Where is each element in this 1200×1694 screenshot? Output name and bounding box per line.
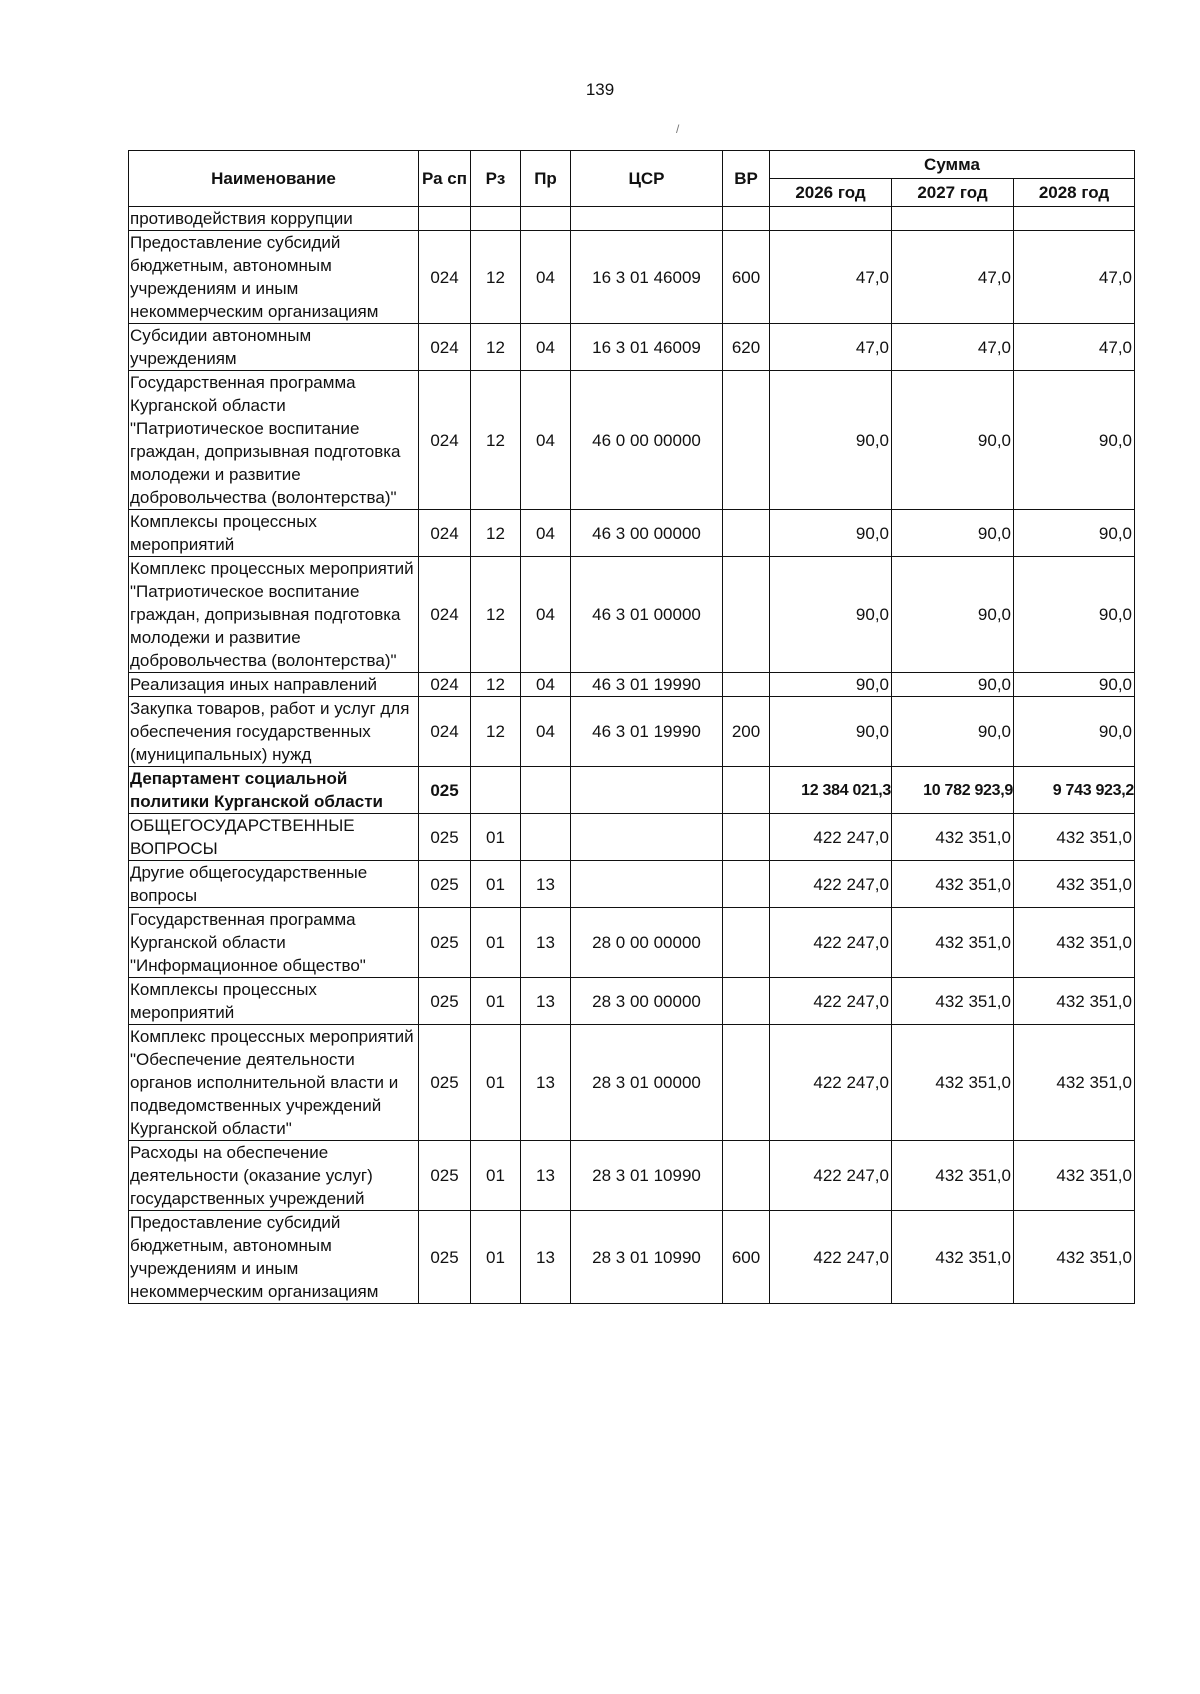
cell-rz: 12	[471, 324, 521, 371]
cell-amount-2028	[1014, 207, 1135, 231]
cell-vr	[723, 767, 770, 814]
cell-vr	[723, 557, 770, 673]
cell-amount-2028: 90,0	[1014, 510, 1135, 557]
cell-rz: 01	[471, 861, 521, 908]
cell-pr: 13	[521, 1025, 571, 1141]
cell-rz	[471, 767, 521, 814]
cell-name: Расходы на обеспечение деятельности (оказание услуг) государственных учреждений	[129, 1141, 419, 1211]
cell-amount-2028: 90,0	[1014, 557, 1135, 673]
cell-amount-2026: 422 247,0	[770, 1141, 892, 1211]
cell-name: Реализация иных направлений	[129, 673, 419, 697]
header-rz: Рз	[471, 151, 521, 207]
cell-csr	[571, 814, 723, 861]
header-year-2028: 2028 год	[1014, 179, 1135, 207]
cell-csr	[571, 207, 723, 231]
header-csr: ЦСР	[571, 151, 723, 207]
cell-amount-2027: 47,0	[892, 231, 1014, 324]
table-row	[129, 814, 1135, 861]
cell-pr: 13	[521, 908, 571, 978]
cell-amount-2026: 422 247,0	[770, 861, 892, 908]
budget-table	[128, 150, 1135, 1304]
cell-csr: 46 3 01 00000	[571, 557, 723, 673]
cell-vr	[723, 673, 770, 697]
cell-amount-2026: 90,0	[770, 510, 892, 557]
cell-pr	[521, 814, 571, 861]
cell-rasp: 025	[419, 767, 471, 814]
cell-rasp: 025	[419, 1025, 471, 1141]
cell-csr: 28 3 00 00000	[571, 978, 723, 1025]
cell-pr: 13	[521, 1211, 571, 1304]
cell-amount-2026: 90,0	[770, 557, 892, 673]
table-header	[129, 151, 1135, 207]
cell-amount-2026: 12 384 021,3	[770, 767, 892, 814]
cell-amount-2027: 10 782 923,9	[892, 767, 1014, 814]
header-name: Наименование	[129, 151, 419, 207]
cell-name: Государственная программа Курганской области "Информационное общество"	[129, 908, 419, 978]
cell-rz: 01	[471, 1025, 521, 1141]
cell-rasp: 025	[419, 1141, 471, 1211]
cell-csr: 28 3 01 00000	[571, 1025, 723, 1141]
header-vr: ВР	[723, 151, 770, 207]
table-row	[129, 371, 1135, 510]
cell-rasp: 024	[419, 673, 471, 697]
cell-rz: 12	[471, 557, 521, 673]
cell-csr	[571, 767, 723, 814]
cell-amount-2026: 90,0	[770, 673, 892, 697]
cell-csr: 28 0 00 00000	[571, 908, 723, 978]
cell-vr	[723, 978, 770, 1025]
cell-amount-2027: 47,0	[892, 324, 1014, 371]
cell-name: Департамент социальной политики Курганской области	[129, 767, 419, 814]
cell-rasp: 025	[419, 978, 471, 1025]
cell-amount-2026: 47,0	[770, 324, 892, 371]
table-row	[129, 557, 1135, 673]
cell-pr: 04	[521, 697, 571, 767]
table-row	[129, 1025, 1135, 1141]
cell-amount-2027: 90,0	[892, 371, 1014, 510]
cell-amount-2027: 432 351,0	[892, 1141, 1014, 1211]
table-row	[129, 978, 1135, 1025]
cell-vr	[723, 908, 770, 978]
cell-amount-2027: 90,0	[892, 697, 1014, 767]
cell-amount-2028: 432 351,0	[1014, 814, 1135, 861]
cell-csr: 46 0 00 00000	[571, 371, 723, 510]
cell-amount-2026: 422 247,0	[770, 1025, 892, 1141]
cell-rasp: 024	[419, 324, 471, 371]
cell-rz	[471, 207, 521, 231]
cell-rasp: 024	[419, 510, 471, 557]
cell-rz: 01	[471, 814, 521, 861]
table-row	[129, 324, 1135, 371]
cell-pr: 04	[521, 673, 571, 697]
cell-amount-2027: 432 351,0	[892, 814, 1014, 861]
cell-rz: 01	[471, 908, 521, 978]
cell-vr: 200	[723, 697, 770, 767]
cell-amount-2027: 432 351,0	[892, 978, 1014, 1025]
cell-amount-2028: 432 351,0	[1014, 1211, 1135, 1304]
cell-vr	[723, 371, 770, 510]
cell-csr: 16 3 01 46009	[571, 231, 723, 324]
cell-amount-2028: 90,0	[1014, 371, 1135, 510]
cell-rasp	[419, 207, 471, 231]
cell-vr	[723, 861, 770, 908]
cell-amount-2027: 432 351,0	[892, 1211, 1014, 1304]
cell-pr: 04	[521, 371, 571, 510]
cell-vr	[723, 207, 770, 231]
cell-amount-2028: 432 351,0	[1014, 978, 1135, 1025]
table-row	[129, 1141, 1135, 1211]
cell-pr: 04	[521, 231, 571, 324]
cell-vr	[723, 1025, 770, 1141]
cell-rasp: 025	[419, 861, 471, 908]
cell-pr	[521, 207, 571, 231]
cell-name: ОБЩЕГОСУДАРСТВЕННЫЕ ВОПРОСЫ	[129, 814, 419, 861]
page-number: 139	[585, 80, 615, 99]
cell-rz: 01	[471, 978, 521, 1025]
cell-rasp: 025	[419, 1211, 471, 1304]
cell-amount-2028: 432 351,0	[1014, 1141, 1135, 1211]
cell-name: Предоставление субсидий бюджетным, автономным учреждениям и иным некоммерческим организациям	[129, 1211, 419, 1304]
cell-rasp: 025	[419, 814, 471, 861]
cell-rasp: 024	[419, 697, 471, 767]
cell-pr: 04	[521, 324, 571, 371]
cell-pr: 13	[521, 1141, 571, 1211]
cell-name: Государственная программа Курганской области "Патриотическое воспитание граждан, допризывная подготовка молодежи и развитие добровольчества (волонтерства)"	[129, 371, 419, 510]
cell-name: Комплексы процессных мероприятий	[129, 978, 419, 1025]
cell-rasp: 024	[419, 557, 471, 673]
cell-csr: 28 3 01 10990	[571, 1141, 723, 1211]
cell-amount-2026	[770, 207, 892, 231]
scan-mark: /	[676, 122, 680, 136]
table-row	[129, 908, 1135, 978]
header-sum: Сумма	[770, 151, 1135, 179]
table-row	[129, 673, 1135, 697]
cell-name: Комплекс процессных мероприятий "Патриотическое воспитание граждан, допризывная подготовка молодежи и развитие добровольчества (волонтерства)"	[129, 557, 419, 673]
cell-amount-2028: 47,0	[1014, 324, 1135, 371]
cell-rz: 01	[471, 1141, 521, 1211]
cell-amount-2028: 432 351,0	[1014, 908, 1135, 978]
table-row	[129, 1211, 1135, 1304]
table-row	[129, 231, 1135, 324]
table-row	[129, 861, 1135, 908]
cell-pr	[521, 767, 571, 814]
cell-amount-2026: 422 247,0	[770, 1211, 892, 1304]
cell-rz: 12	[471, 510, 521, 557]
cell-vr	[723, 1141, 770, 1211]
cell-csr: 28 3 01 10990	[571, 1211, 723, 1304]
cell-csr: 46 3 01 19990	[571, 673, 723, 697]
cell-amount-2027: 432 351,0	[892, 908, 1014, 978]
cell-csr: 16 3 01 46009	[571, 324, 723, 371]
cell-amount-2027	[892, 207, 1014, 231]
table-body	[129, 207, 1135, 1304]
cell-csr: 46 3 01 19990	[571, 697, 723, 767]
cell-pr: 04	[521, 557, 571, 673]
cell-amount-2026: 422 247,0	[770, 814, 892, 861]
header-pr: Пр	[521, 151, 571, 207]
header-year-2027: 2027 год	[892, 179, 1014, 207]
cell-rz: 01	[471, 1211, 521, 1304]
header-year-2026: 2026 год	[770, 179, 892, 207]
cell-amount-2028: 47,0	[1014, 231, 1135, 324]
cell-vr: 620	[723, 324, 770, 371]
cell-amount-2027: 90,0	[892, 557, 1014, 673]
cell-amount-2028: 90,0	[1014, 697, 1135, 767]
cell-vr: 600	[723, 231, 770, 324]
cell-name: Комплекс процессных мероприятий "Обеспечение деятельности органов исполнительной власти и подведомственных учреждений Курганской области"	[129, 1025, 419, 1141]
table-row	[129, 697, 1135, 767]
table-row	[129, 767, 1135, 814]
cell-amount-2028: 432 351,0	[1014, 861, 1135, 908]
cell-amount-2027: 90,0	[892, 673, 1014, 697]
cell-name: Закупка товаров, работ и услуг для обеспечения государственных (муниципальных) нужд	[129, 697, 419, 767]
cell-name: Субсидии автономным учреждениям	[129, 324, 419, 371]
cell-pr: 04	[521, 510, 571, 557]
cell-csr: 46 3 00 00000	[571, 510, 723, 557]
cell-amount-2027: 90,0	[892, 510, 1014, 557]
header-rasp: Ра сп	[419, 151, 471, 207]
cell-amount-2026: 422 247,0	[770, 978, 892, 1025]
cell-amount-2028: 90,0	[1014, 673, 1135, 697]
cell-amount-2026: 47,0	[770, 231, 892, 324]
cell-name: Комплексы процессных мероприятий	[129, 510, 419, 557]
cell-amount-2026: 90,0	[770, 697, 892, 767]
cell-rz: 12	[471, 673, 521, 697]
cell-name: Предоставление субсидий бюджетным, автономным учреждениям и иным некоммерческим организациям	[129, 231, 419, 324]
cell-vr	[723, 814, 770, 861]
cell-name: Другие общегосударственные вопросы	[129, 861, 419, 908]
cell-rasp: 024	[419, 371, 471, 510]
cell-name: противодействия коррупции	[129, 207, 419, 231]
cell-rz: 12	[471, 371, 521, 510]
cell-rasp: 025	[419, 908, 471, 978]
cell-rz: 12	[471, 231, 521, 324]
cell-pr: 13	[521, 861, 571, 908]
cell-amount-2026: 90,0	[770, 371, 892, 510]
table-row	[129, 207, 1135, 231]
cell-csr	[571, 861, 723, 908]
cell-rz: 12	[471, 697, 521, 767]
cell-vr	[723, 510, 770, 557]
table-row	[129, 510, 1135, 557]
cell-amount-2026: 422 247,0	[770, 908, 892, 978]
cell-amount-2028: 9 743 923,2	[1014, 767, 1135, 814]
cell-rasp: 024	[419, 231, 471, 324]
cell-vr: 600	[723, 1211, 770, 1304]
cell-amount-2027: 432 351,0	[892, 861, 1014, 908]
cell-amount-2027: 432 351,0	[892, 1025, 1014, 1141]
cell-amount-2028: 432 351,0	[1014, 1025, 1135, 1141]
cell-pr: 13	[521, 978, 571, 1025]
